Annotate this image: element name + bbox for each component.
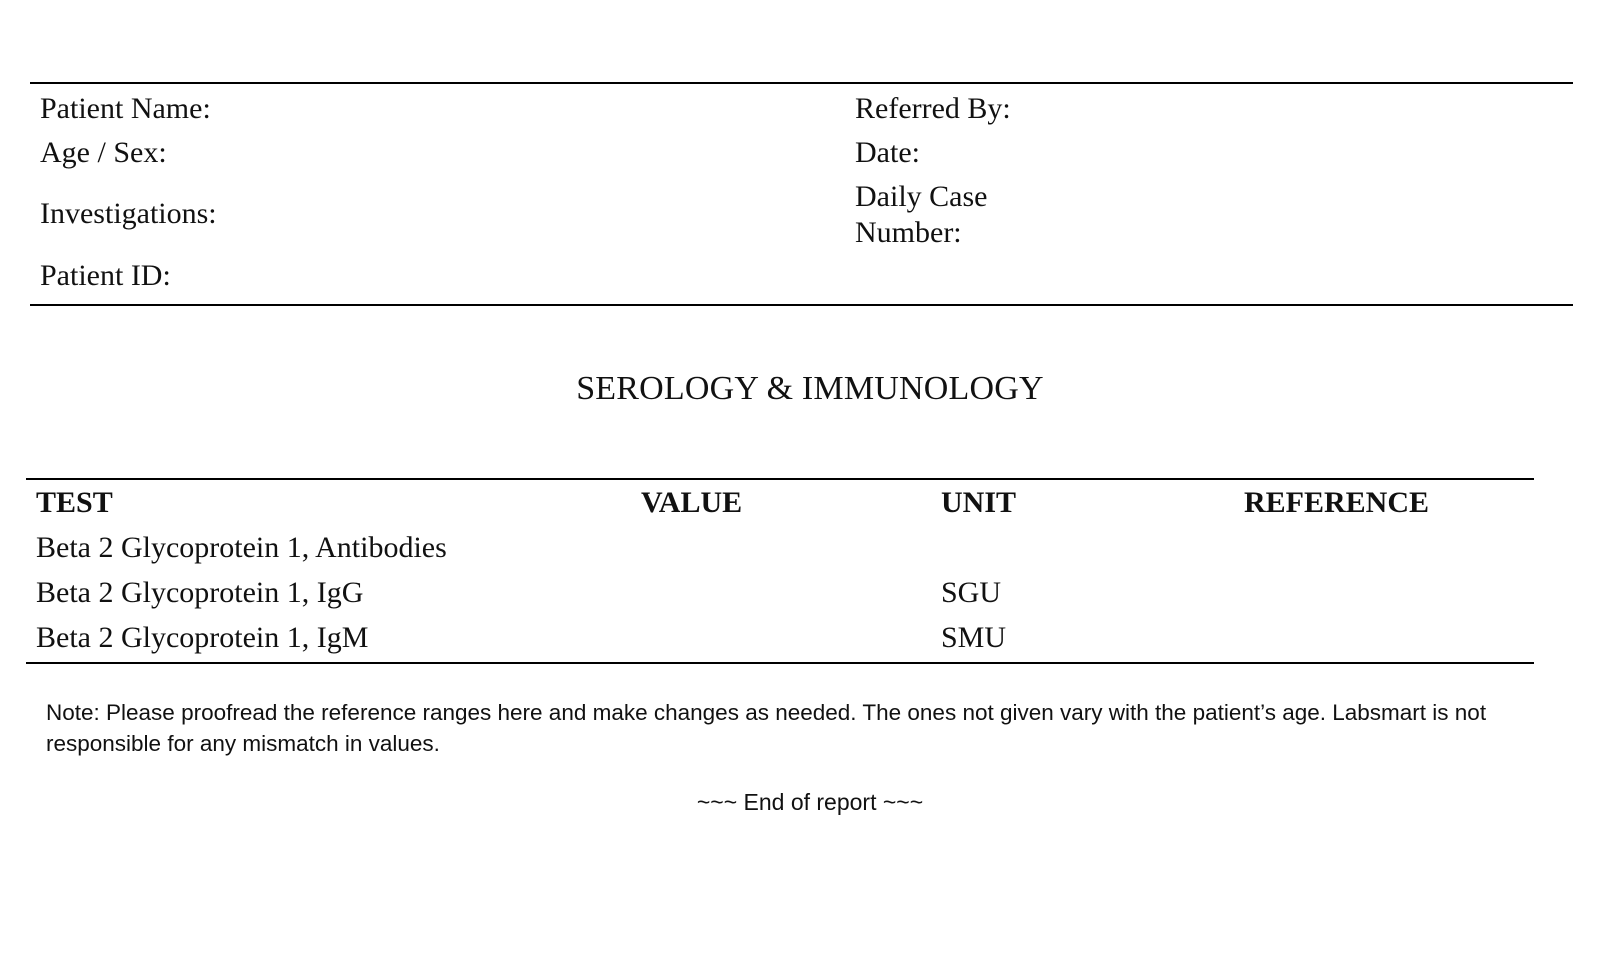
date-label: Date: <box>855 136 920 169</box>
age-sex-label: Age / Sex: <box>40 136 167 169</box>
test-name: Beta 2 Glycoprotein 1, IgG <box>36 576 364 609</box>
test-name: Beta 2 Glycoprotein 1, Antibodies <box>36 531 447 564</box>
test-unit: SMU <box>941 621 1007 654</box>
header-test: TEST <box>36 486 113 519</box>
daily-case-number-label: Daily Case Number: <box>855 180 988 249</box>
referred-by-label: Referred By: <box>855 92 1011 125</box>
patient-id-label: Patient ID: <box>40 259 171 292</box>
header-reference: REFERENCE <box>1244 486 1430 519</box>
results-table <box>26 478 1534 664</box>
end-of-report: ~~~ End of report ~~~ <box>696 789 924 815</box>
patient-name-label: Patient Name: <box>40 92 211 125</box>
header-unit: UNIT <box>941 486 1017 519</box>
investigations-label: Investigations: <box>40 197 217 230</box>
disclaimer-note: Note: Please proofread the reference ranges here and make changes as needed. The ones not given vary with the patient’s age. Labsmart is not responsible for any mismatch in values. <box>46 700 1487 756</box>
test-unit: SGU <box>941 576 1002 609</box>
test-name: Beta 2 Glycoprotein 1, IgM <box>36 621 369 654</box>
section-title: SEROLOGY & IMMUNOLOGY <box>576 370 1044 407</box>
patient-info-block <box>30 82 1573 306</box>
header-value: VALUE <box>641 486 743 519</box>
